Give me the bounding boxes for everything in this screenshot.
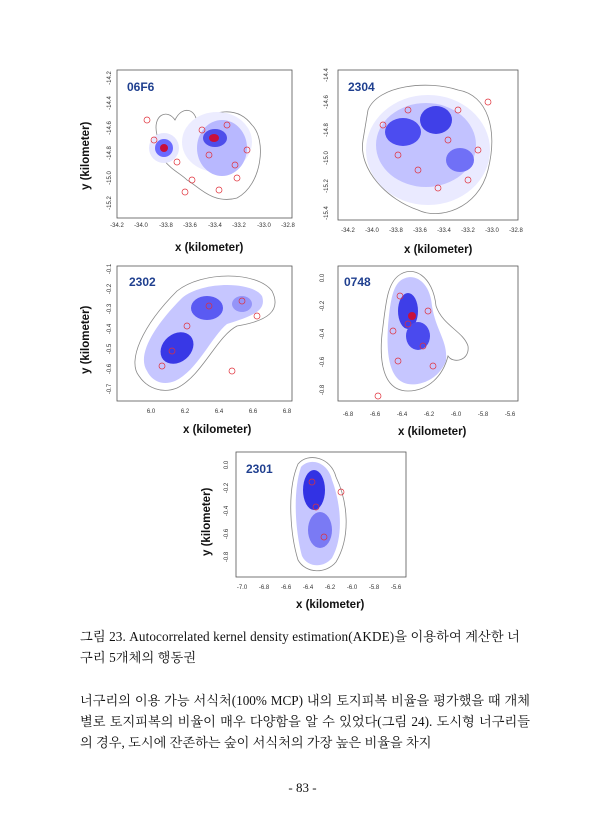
- ytick: -14.8: [324, 123, 330, 137]
- xtick: -5.6: [504, 412, 516, 418]
- xtick: -6.4: [302, 585, 314, 591]
- ytick: -0.4: [320, 328, 326, 340]
- ytick: -15.0: [324, 151, 330, 165]
- xtick: -6.0: [450, 412, 462, 418]
- xtick: -32.8: [281, 223, 295, 229]
- ytick: -0.8: [224, 551, 230, 563]
- xtick: -6.6: [280, 585, 292, 591]
- xtick: -5.8: [477, 412, 489, 418]
- panel-label-06F6: 06F6: [127, 80, 155, 94]
- x-axis-label: x (kilometer): [175, 242, 244, 254]
- akde-map-2302: [80, 263, 292, 436]
- ytick: -14.8: [107, 146, 113, 160]
- ytick: -15.4: [324, 206, 330, 220]
- akde-map-06F6: [80, 70, 295, 254]
- akde-map-2301: [201, 452, 406, 611]
- page-number: - 83 -: [288, 780, 317, 795]
- ytick: -0.4: [107, 323, 113, 335]
- ytick: -14.6: [324, 95, 330, 109]
- panel-label-0748: 0748: [344, 275, 371, 289]
- xtick: 6.4: [214, 409, 224, 415]
- ytick: -0.4: [224, 505, 230, 517]
- panel-label-2302: 2302: [129, 275, 156, 289]
- xtick: -5.6: [390, 585, 402, 591]
- xtick: -33.0: [485, 228, 499, 234]
- xtick: 6.8: [282, 409, 292, 415]
- xtick: -6.8: [258, 585, 270, 591]
- ytick: -15.0: [107, 171, 113, 185]
- akde-map-2304: [324, 68, 523, 256]
- akde-map-0748: [320, 266, 518, 438]
- akde-plot-0748: [320, 266, 518, 418]
- panel-label-2304: 2304: [348, 80, 375, 94]
- xtick: -33.4: [208, 223, 222, 229]
- y-axis-label: y (kilometer): [201, 487, 213, 556]
- akde-plot-06F6: [107, 70, 295, 229]
- xtick: -33.8: [389, 228, 403, 234]
- xtick: -7.0: [236, 585, 248, 591]
- ytick: -0.3: [107, 303, 113, 315]
- ytick: 0.0: [320, 273, 326, 283]
- xtick: -6.6: [369, 412, 381, 418]
- xtick: -33.8: [159, 223, 173, 229]
- xtick: -5.8: [368, 585, 380, 591]
- xtick: -33.6: [413, 228, 427, 234]
- xtick: 6.2: [180, 409, 190, 415]
- xtick: -33.4: [437, 228, 451, 234]
- xtick: -32.8: [509, 228, 523, 234]
- x-axis-label: x (kilometer): [183, 424, 252, 436]
- xtick: -34.0: [365, 228, 379, 234]
- ytick: -15.2: [107, 196, 113, 210]
- akde-plot-2302: [107, 263, 292, 415]
- ytick: -14.2: [107, 71, 113, 85]
- ytick: -0.7: [107, 383, 113, 395]
- ytick: -14.6: [107, 121, 113, 135]
- xtick: -6.4: [396, 412, 408, 418]
- xtick: -34.2: [341, 228, 355, 234]
- ytick: -0.5: [107, 343, 113, 355]
- ytick: -0.6: [224, 528, 230, 540]
- xtick: -34.0: [134, 223, 148, 229]
- xtick: -33.2: [232, 223, 246, 229]
- body-paragraph: 너구리의 이용 가능 서식처(100% MCP) 내의 토지피복 비율을 평가했을 때 개체별로 토지피복의 비율이 매우 다양함을 알 수 있었다(그림 24). 도시형 너구리들의 경우, 도시에 잔존하는 숲이 서식처의 가장 높은 비율을 차지: [80, 693, 530, 750]
- ytick: -14.4: [107, 96, 113, 110]
- x-axis-label: x (kilometer): [398, 426, 467, 438]
- ytick: 0.0: [224, 460, 230, 470]
- xtick: 6.0: [146, 409, 156, 415]
- xtick: -33.0: [257, 223, 271, 229]
- y-axis-label: y (kilometer): [80, 121, 92, 190]
- xtick: -6.2: [324, 585, 336, 591]
- xtick: -6.8: [342, 412, 354, 418]
- ytick: -0.8: [320, 384, 326, 396]
- xtick: -6.2: [423, 412, 435, 418]
- ytick: -0.2: [107, 283, 113, 295]
- xtick: 6.6: [248, 409, 258, 415]
- xtick: -33.2: [461, 228, 475, 234]
- ytick: -0.6: [107, 363, 113, 375]
- x-axis-label: x (kilometer): [296, 599, 365, 611]
- akde-plot-2304: [324, 68, 523, 234]
- akde-plot-2301: [224, 452, 406, 591]
- xtick: -33.6: [183, 223, 197, 229]
- xtick: -34.2: [110, 223, 124, 229]
- ytick: -14.4: [324, 68, 330, 82]
- ytick: -0.1: [107, 263, 113, 275]
- panel-label-2301: 2301: [246, 462, 273, 476]
- xtick: -6.0: [346, 585, 358, 591]
- ytick: -0.6: [320, 356, 326, 368]
- ytick: -15.2: [324, 179, 330, 193]
- figure-caption: 그림 23. Autocorrelated kernel density estimation(AKDE)을 이용하여 계산한 너구리 5개체의 행동권: [80, 629, 520, 665]
- ytick: -0.2: [224, 482, 230, 494]
- ytick: -0.2: [320, 300, 326, 312]
- y-axis-label: y (kilometer): [80, 305, 92, 374]
- x-axis-label: x (kilometer): [404, 244, 473, 256]
